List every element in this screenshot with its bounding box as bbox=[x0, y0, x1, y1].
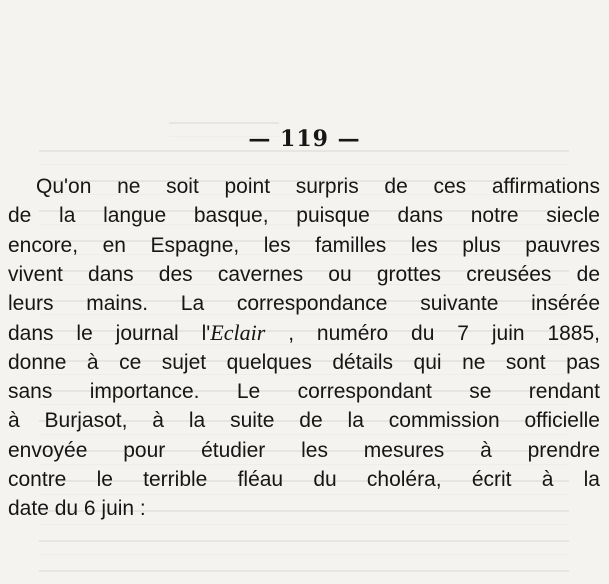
text-segment: , numéro du 7 juin 1885, bbox=[265, 322, 600, 346]
text-line: Qu'on ne soit point surpris de ces affirmations bbox=[36, 175, 600, 198]
text-line: contre le terrible fléau du choléra, écrit à la bbox=[8, 467, 600, 491]
text-line: sans importance. Le correspondant se rendant bbox=[8, 380, 600, 404]
text-line: leurs mains. La correspondance suivante insérée bbox=[8, 292, 600, 316]
page-number: — 119 — bbox=[248, 126, 361, 152]
text-line: date du 6 juin : bbox=[8, 497, 146, 521]
text-line: de la langue basque, puisque dans notre siecle bbox=[8, 204, 600, 228]
text-line bbox=[8, 318, 600, 347]
text-line: donne à ce sujet quelques détails qui ne sont pas bbox=[8, 350, 600, 374]
text-line: vivent dans des cavernes ou grottes creusées de bbox=[8, 262, 600, 286]
text-line: encore, en Espagne, les familles les plus pauvres bbox=[8, 233, 600, 257]
text-segment: dans le journal l' bbox=[8, 322, 211, 346]
text-line: envoyée pour étudier les mesures à prendre bbox=[8, 438, 600, 462]
text-line: à Burjasot, à la suite de la commission officielle bbox=[8, 409, 600, 433]
journal-title-italic: Eclair bbox=[210, 320, 266, 346]
body-paragraph bbox=[8, 172, 600, 524]
